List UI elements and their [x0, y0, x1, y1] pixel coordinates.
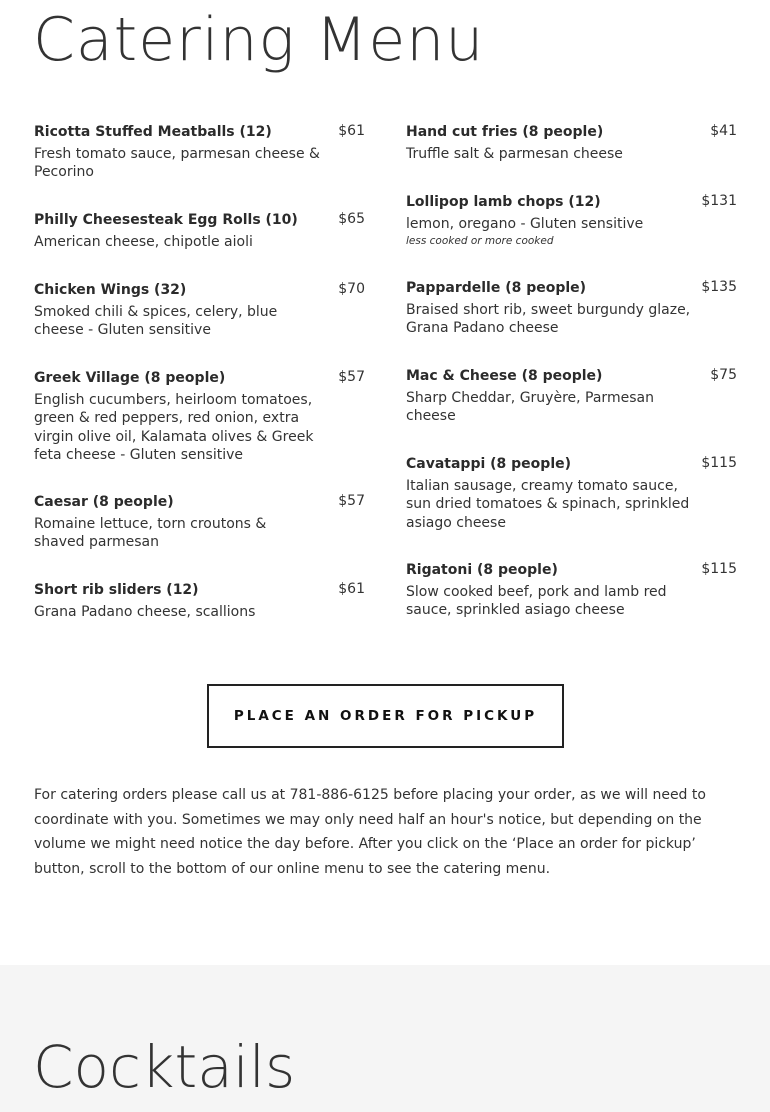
item-description: Smoked chili & spices, celery, blue cheese - Gluten sensitive	[34, 304, 278, 339]
item-price: $61	[338, 123, 365, 139]
item-name: Short rib sliders (12)	[34, 582, 199, 598]
item-name: Chicken Wings (32)	[34, 282, 187, 298]
item-name: Hand cut fries (8 people)	[406, 124, 604, 140]
menu-item	[34, 210, 365, 280]
item-name: Caesar (8 people)	[34, 494, 174, 510]
item-description: Truffle salt & parmesan cheese	[406, 146, 623, 162]
item-description: lemon, oregano - Gluten sensitive	[406, 216, 644, 232]
item-price: $41	[710, 123, 737, 139]
item-name: Rigatoni (8 people)	[406, 562, 558, 578]
item-price: $115	[701, 455, 737, 471]
item-price: $75	[710, 367, 737, 383]
item-description: Braised short rib, sweet burgundy glaze, Grana Padano cheese	[406, 302, 691, 337]
menu-item	[406, 560, 737, 620]
item-price: $61	[338, 581, 365, 597]
menu-item	[406, 122, 737, 192]
item-price: $65	[338, 211, 365, 227]
menu-column-left	[34, 122, 365, 630]
item-description: Fresh tomato sauce, parmesan cheese & Pecorino	[34, 146, 320, 181]
menu-item	[406, 366, 737, 454]
menu-column-right	[406, 122, 737, 620]
item-description: Italian sausage, creamy tomato sauce, sun dried tomatoes & spinach, sprinkled asiago cheese	[406, 478, 690, 531]
cocktails-section	[0, 965, 770, 1112]
item-price: $115	[701, 561, 737, 577]
item-price: $131	[701, 193, 737, 209]
item-name: Lollipop lamb chops (12)	[406, 194, 601, 210]
item-name: Ricotta Stuffed Meatballs (12)	[34, 124, 272, 140]
item-description: Slow cooked beef, pork and lamb red sauce, sprinkled asiago cheese	[406, 584, 667, 619]
item-price: $70	[338, 281, 365, 297]
item-price: $57	[338, 493, 365, 509]
place-order-button[interactable]: PLACE AN ORDER FOR PICKUP	[207, 684, 564, 748]
page-title: Catering Menu	[33, 5, 485, 75]
menu-item	[406, 192, 737, 278]
item-name: Philly Cheesesteak Egg Rolls (10)	[34, 212, 298, 228]
catering-info-text: For catering orders please call us at 781-886-6125 before placing your order, as we will need to coordinate with you. Sometimes we may only need half an hour's notice, but depending on the volume we might need notice the day before. After you click on the ‘Place an order for pickup’ button, scroll to the bottom of our online menu to see the catering menu.	[34, 787, 706, 877]
menu-item	[34, 492, 365, 580]
menu-item	[406, 278, 737, 366]
item-note: less cooked or more cooked	[406, 235, 554, 248]
item-name: Mac & Cheese (8 people)	[406, 368, 603, 384]
item-name: Cavatappi (8 people)	[406, 456, 572, 472]
menu-item	[34, 122, 365, 210]
cocktails-title: Cocktails	[33, 1033, 296, 1101]
item-description: American cheese, chipotle aioli	[34, 234, 253, 250]
menu-item	[34, 580, 365, 630]
menu-item	[34, 368, 365, 492]
menu-item	[34, 280, 365, 368]
item-name: Pappardelle (8 people)	[406, 280, 587, 296]
item-description: Romaine lettuce, torn croutons & shaved parmesan	[34, 516, 267, 551]
item-price: $57	[338, 369, 365, 385]
item-description: English cucumbers, heirloom tomatoes, green & red peppers, red onion, extra virgin olive oil, Kalamata olives & Greek feta cheese - Gluten sensitive	[34, 392, 314, 463]
menu-item	[406, 454, 737, 560]
item-description: Grana Padano cheese, scallions	[34, 604, 256, 620]
item-name: Greek Village (8 people)	[34, 370, 226, 386]
item-price: $135	[701, 279, 737, 295]
item-description: Sharp Cheddar, Gruyère, Parmesan cheese	[406, 390, 654, 425]
